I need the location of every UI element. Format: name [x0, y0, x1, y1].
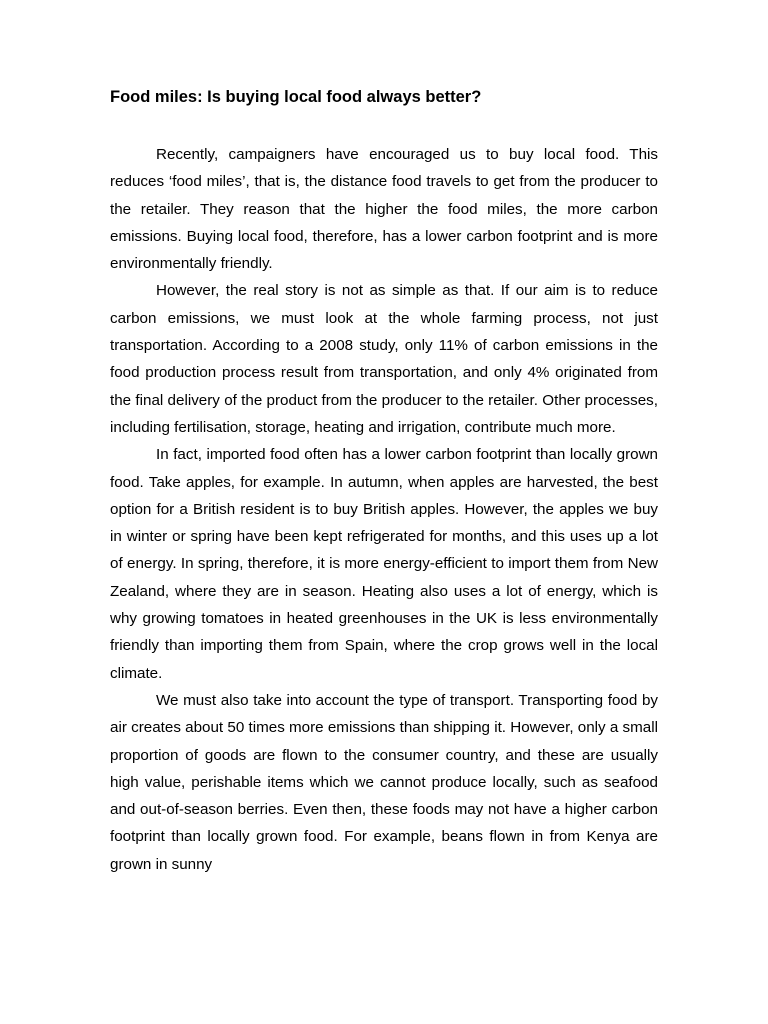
paragraph-2: However, the real story is not as simple as that. If our aim is to reduce carbon emissions, we must look at the whole farming process, not just transportation. According to a 2008 study, only 11% of carbon emissions in the food production process result from transportation, and only 4% originated from the final delivery of the product from the producer to the retailer. Other processes, including fertilisation, storage, heating and irrigation, contribute much more. — [110, 282, 658, 436]
document-title: Food miles: Is buying local food always better? — [110, 88, 482, 106]
paragraph-3: In fact, imported food often has a lower carbon footprint than locally grown food. Take apples, for example. In autumn, when apples are harvested, the best option for a British resident is to buy British apples. However, the apples we buy in winter or spring have been kept refrigerated for months, and this uses up a lot of energy. In spring, therefore, it is more energy-efficient to import them from New Zealand, where they are in season. Heating also uses a lot of energy, which is why growing tomatoes in heated greenhouses in the UK is less environmentally friendly than importing them from Spain, where the crop grows well in the local climate. — [110, 446, 658, 682]
document-body — [110, 141, 658, 878]
paragraph-4: We must also take into account the type of transport. Transporting food by air creates about 50 times more emissions than shipping it. However, only a small proportion of goods are flown to the consumer country, and these are usually high value, perishable items which we cannot produce locally, such as seafood and out-of-season berries. Even then, these foods may not have a higher carbon footprint than locally grown food. For example, beans flown in from Kenya are grown in sunny — [110, 691, 658, 873]
paragraph-1: Recently, campaigners have encouraged us to buy local food. This reduces ‘food miles’, that is, the distance food travels to get from the producer to the retailer. They reason that the higher the food miles, the more carbon emissions. Buying local food, therefore, has a lower carbon footprint and is more environmentally friendly. — [110, 146, 658, 273]
